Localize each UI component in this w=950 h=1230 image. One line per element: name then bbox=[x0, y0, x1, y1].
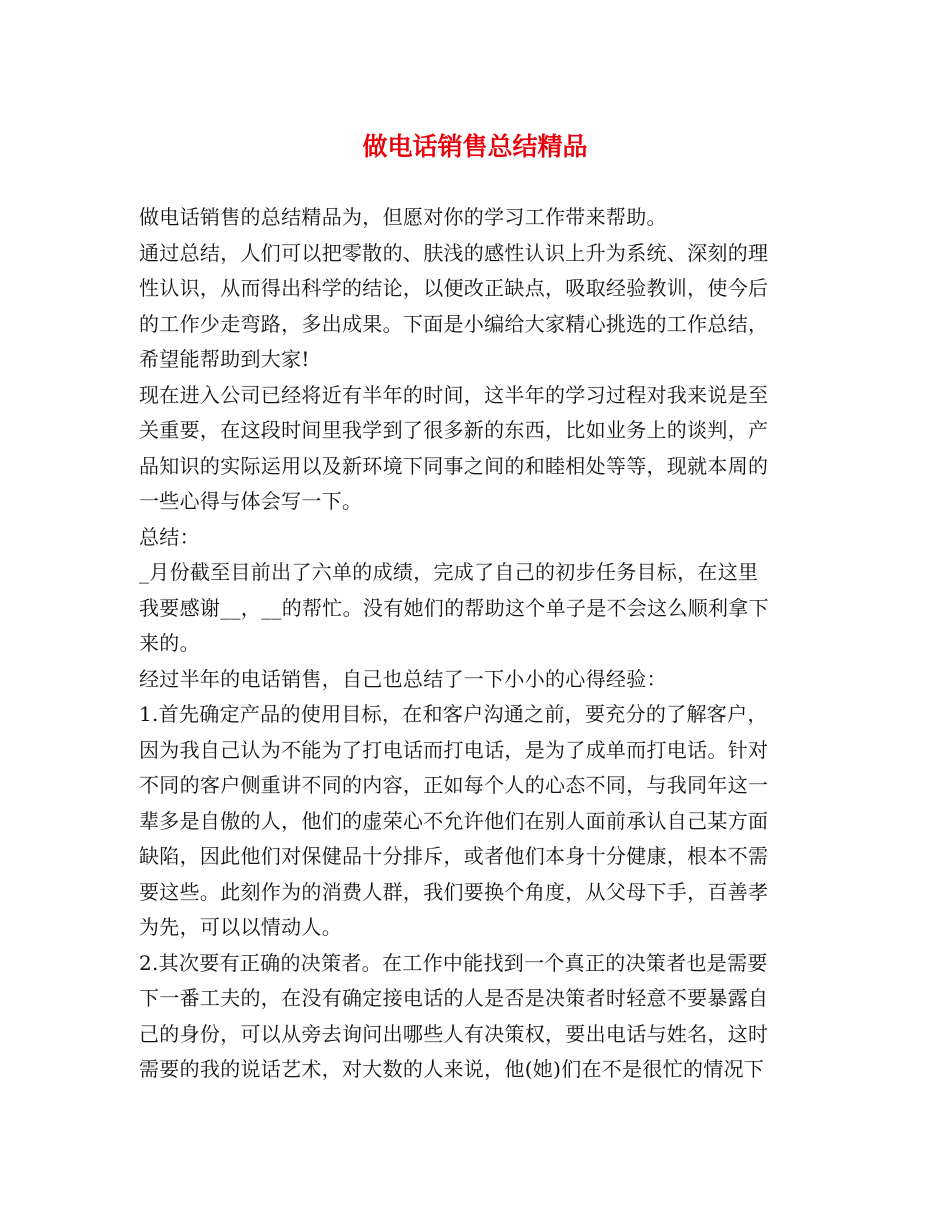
body-line: 要这些。此刻作为的消费人群，我们要换个角度，从父母下手，百善孝 bbox=[139, 879, 769, 904]
body-line: _月份截至目前出了六单的成绩，完成了自己的初步任务目标，在这里 bbox=[139, 560, 759, 584]
body-line: 通过总结，人们可以把零散的、肤浅的感性认识上升为系统、深刻的理 bbox=[139, 240, 769, 265]
body-line: 1.首先确定产品的使用目标，在和客户沟通之前，要充分的了解客户， bbox=[139, 702, 768, 726]
body-line: 不同的客户侧重讲不同的内容，正如每个人的心态不同，与我同年这一 bbox=[139, 773, 769, 797]
body-line: 的工作少走弯路，多出成果。下面是小编给大家精心挑选的工作总结， bbox=[139, 311, 769, 336]
body-line: 为先，可以以情动人。 bbox=[139, 915, 342, 939]
body-line: 经过半年的电话销售，自己也总结了一下小小的心得经验： bbox=[139, 666, 667, 691]
document-title: 做电话销售总结精品 bbox=[362, 132, 588, 161]
body-line: 性认识，从而得出科学的结论，以便改正缺点，吸取经验教训，使今后 bbox=[139, 276, 769, 300]
body-line: 辈多是自傲的人，他们的虚荣心不允许他们在别人面前承认自己某方面 bbox=[139, 808, 769, 833]
body-line: 总结： bbox=[139, 524, 200, 549]
body-line: 关重要，在这段时间里我学到了很多新的东西，比如业务上的谈判，产 bbox=[139, 418, 769, 442]
body-line: 己的身份，可以从旁去询问出哪些人有决策权，要出电话与姓名，这时 bbox=[139, 1021, 769, 1046]
body-line: 缺陷，因此他们对保健品十分排斥，或者他们本身十分健康，根本不需 bbox=[139, 844, 769, 868]
document-body bbox=[139, 200, 815, 1088]
body-line: 品知识的实际运用以及新环境下同事之间的和睦相处等等，现就本周的 bbox=[139, 453, 769, 478]
body-line: 我要感谢__，__的帮忙。没有她们的帮助这个单子是不会这么顺利拿下 bbox=[139, 595, 769, 620]
body-line: 需要的我的说话艺术，对大数的人来说，他(她)们在不是很忙的情况下 bbox=[139, 1057, 765, 1081]
body-line: 2.其次要有正确的决策者。在工作中能找到一个真正的决策者也是需要 bbox=[139, 950, 768, 975]
body-line: 希望能帮助到大家! bbox=[139, 347, 310, 371]
body-line: 现在进入公司已经将近有半年的时间，这半年的学习过程对我来说是至 bbox=[139, 382, 769, 407]
body-line: 做电话销售的总结精品为，但愿对你的学习工作带来帮助。 bbox=[139, 205, 667, 229]
body-line: 因为我自己认为不能为了打电话而打电话，是为了成单而打电话。针对 bbox=[139, 737, 769, 762]
body-line: 下一番工夫的，在没有确定接电话的人是否是决策者时轻意不要暴露自 bbox=[139, 986, 769, 1010]
body-line: 来的。 bbox=[139, 631, 200, 655]
body-line: 一些心得与体会写一下。 bbox=[139, 489, 363, 513]
